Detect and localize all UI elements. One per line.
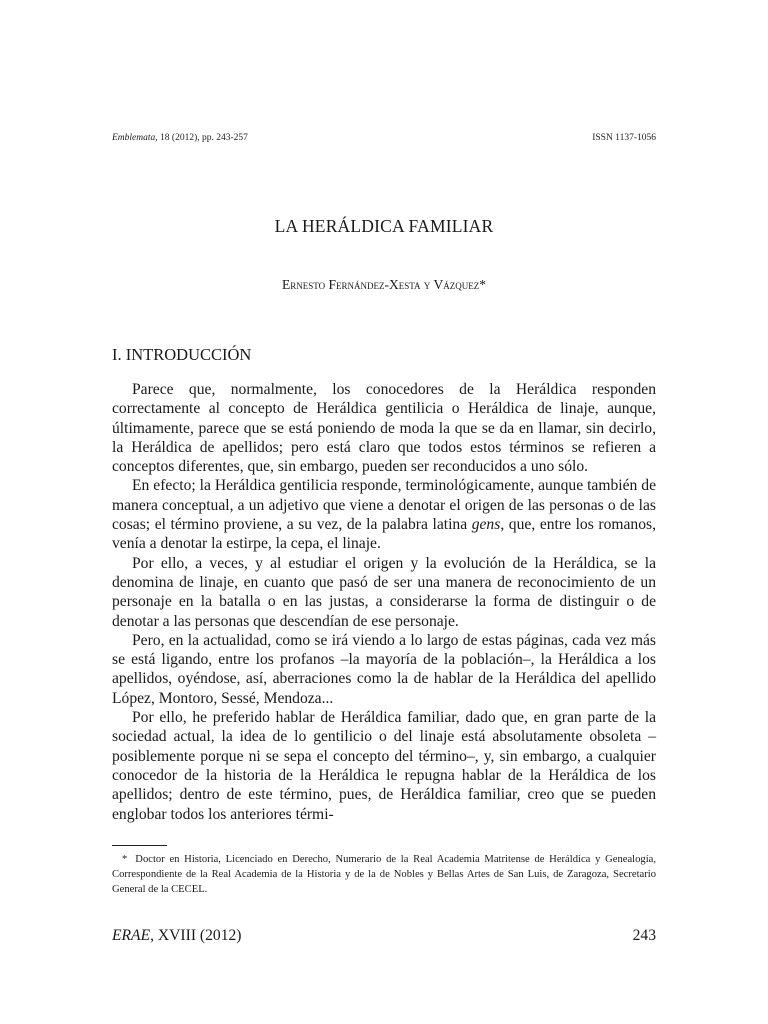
footer-journal: [112, 927, 241, 945]
page-number: 243: [632, 927, 656, 944]
footnote-divider: [112, 845, 167, 846]
footer-volume: , XVIII (2012): [150, 927, 242, 944]
article-title: LA HERÁLDICA FAMILIAR: [274, 216, 494, 236]
footnote: [112, 852, 656, 898]
paragraph-2-part-1: En efecto; la Heráldica gentilicia responde, terminológicamente, aunque también de manera conceptual, a un adjetivo que viene a denotar el origen de las personas o de las cosas; el término proviene, a su vez, de la palabra latina: [112, 477, 656, 534]
footer-journal-name: ERAE: [112, 927, 151, 944]
paragraph-2-part-2: , que, entre los romanos, venía a denotar la estirpe, la cepa, el linaje.: [112, 516, 656, 553]
footnote-text: Doctor en Historia, Licenciado en Derecho, Numerario de la Real Academia Matritense de Heráldica y Genealogía, Correspondiente de la Real Academia de la Historia y de la de Nobles y Bellas Artes de San Luis, de Zaragoza, Secretario General de la CECEL.: [112, 854, 656, 896]
article-author: Ernesto Fernández-Xesta y Vázquez*: [282, 277, 486, 292]
paragraph-2: [112, 476, 656, 553]
paragraph-4: Pero, en la actualidad, como se irá viendo a lo largo de estas páginas, cada vez más se está ligando, entre los profanos –la mayoría de la población–, la Heráldica a los apellidos, oyéndose, así, aberraciones como la de hablar de la Heráldica del apellido López, Montoro, Sessé, Mendoza...: [112, 631, 656, 707]
footnote-mark: *: [122, 854, 128, 865]
paragraph-1: Parece que, normalmente, los conocedores de la Heráldica responden correctamente al concepto de Heráldica gentilicia o Heráldica de linaje, aunque, últimamente, parece que se está poniendo de moda la que se da en llamar, sin decirlo, la Heráldica de apellidos; pero está claro que todos estos términos se refieren a conceptos diferentes, que, sin embargo, pueden ser reconducidos a uno sólo.: [112, 381, 656, 476]
paragraph-5: Por ello, he preferido hablar de Heráldica familiar, dado que, en gran parte de la sociedad actual, la idea de lo gentilicio o del linaje está absolutamente obsoleta –posiblemente porque ni se sepa el concepto del término–, y, sin embargo, a cualquier conocedor de la historia de la Heráldica le repugna hablar de la Heráldica de los apellidos; dentro de este término, pues, de Heráldica familiar, creo que se pueden englobar todos los anteriores térmi-: [112, 709, 656, 823]
running-head: [112, 133, 656, 143]
section-heading: I. INTRODUCCIÓN: [112, 345, 252, 364]
latin-term: gens: [471, 516, 501, 534]
journal-name: Emblemata: [112, 133, 156, 143]
paragraph-3: Por ello, a veces, y al estudiar el origen y la evolución de la Heráldica, se la denomina de linaje, en cuanto que pasó de ser una manera de reconocimiento de un personaje en la batalla o en las justas, a considerarse la forma de distinguir o de denotar a las personas que descendían de ese personaje.: [112, 554, 656, 630]
journal-citation: [112, 133, 248, 143]
citation-details: , 18 (2012), pp. 243-257: [155, 133, 248, 143]
page-footer: [112, 927, 656, 945]
body-text: [112, 380, 656, 824]
issn: ISSN 1137-1056: [592, 133, 656, 143]
